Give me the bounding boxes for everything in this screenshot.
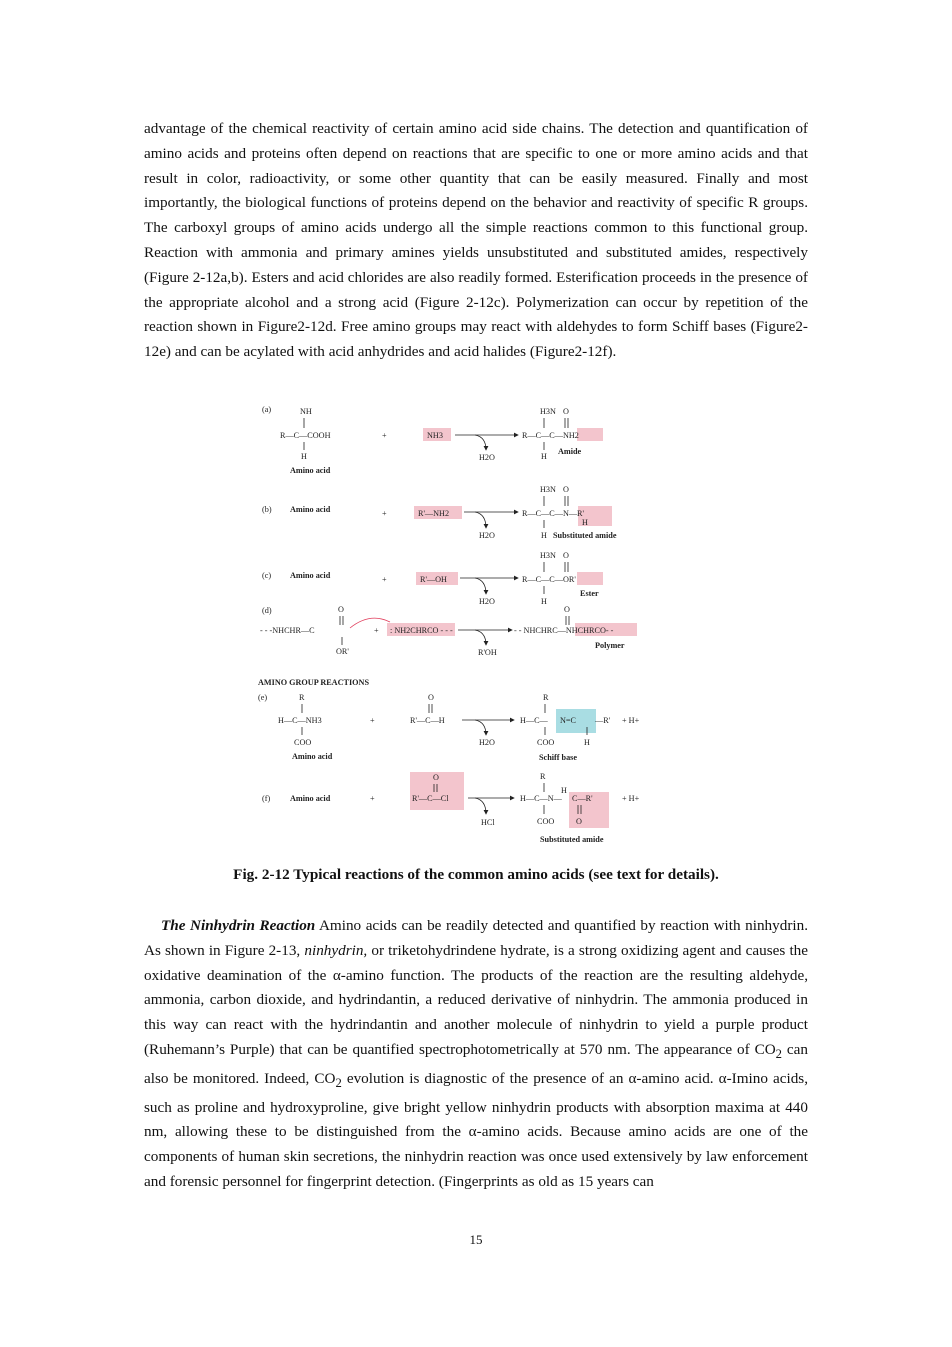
reaction-a-amino-acid: Amino acid xyxy=(290,466,331,475)
reaction-e-amino: H—C—NH3 xyxy=(278,716,322,725)
svg-text:H: H xyxy=(582,518,588,527)
body-paragraph-1: advantage of the chemical reactivity of certain amino acid side chains. The detection and quantification of amino acids and proteins often depend on reactions that are specific to one or more amino acids and that result in color, radioactivity, or some other quantity that can be easily measured. Finally and most importantly, the biological functions of proteins depend on the behavior and reactivity of specific R groups. The carboxyl groups of amino acids undergo all the simple reactions common to this functional group. Reaction with ammonia and primary amines yields unsubstituted and substituted amides, respectively (Figure 2-12a,b). Esters and acid chlorides are also readily formed. Esterification proceeds in the presence of the appropriate alcohol and a strong acid (Figure 2-12c). Polymerization can occur by repetition of the reaction shown in Figure2-12d. Free amino groups may react with aldehydes to form Schiff bases (Figure2-12e) and can be acylated with acid anhydrides and acid halides (Figure2-12f). xyxy=(144,120,808,361)
body-paragraph-2: The Ninhydrin Reaction Amino acids can be readily detected and quantified by reaction with ninhydrin. As shown in Figure 2-13, ninhydrin, or triketohydrindene hydrate, is a strong oxidizing agent and causes the oxidative deamination of the α-amino function. The products of the reaction are the resulting aldehyde, ammonia, carbon dioxide, and hydrindantin, a reduced derivative of ninhydrin. The ammonia produced in this way can react with the hydrindantin and another molecule of ninhydrin to yield a purple product (Ruhemann’s Purple) that can be quantified spectrophotometrically at 570 nm. The appearance of $CO_2$ can also be monitored. Indeed, $CO_2$ evolution is diagnostic of the presence of an α-amino acid. α-Imino acids, such as proline and hydroxyproline, give bright yellow ninhydrin products with absorption maxima at 440 nm, allowing these to be distinguished from the α-amino acids. Because amino acids are one of the components of human skin secretions, the ninhydrin reaction was once used extensively by law enforcement and forensic personnel for fingerprint detection. (Fingerprints as old as 15 years can xyxy=(144,917,809,1191)
svg-text:R: R xyxy=(543,693,549,702)
reaction-d-polymer: Polymer xyxy=(595,641,625,650)
reaction-a-h: H xyxy=(301,452,307,461)
reaction-a-product: R—C—C—NH2 xyxy=(522,431,579,440)
svg-text:COO: COO xyxy=(294,738,312,747)
svg-text:OR': OR' xyxy=(336,647,349,656)
reaction-e-aldehyde: R'—C—H xyxy=(410,716,445,725)
amino-acid-reactions-figure xyxy=(250,400,670,855)
svg-text:O: O xyxy=(433,773,439,782)
reaction-b-substituted-amide: Substituted amide xyxy=(553,531,617,540)
svg-text:H: H xyxy=(561,786,567,795)
reaction-b-reagent: R'—NH2 xyxy=(418,509,450,518)
svg-text:O: O xyxy=(564,605,570,614)
svg-text:R: R xyxy=(540,772,546,781)
figure-caption: Fig. 2-12 Typical reactions of the common amino acids (see text for details). xyxy=(233,866,719,883)
reaction-a-o: O xyxy=(563,407,569,416)
reaction-b-product: R—C—C—N—R' xyxy=(522,509,584,518)
svg-text:+ H+: + H+ xyxy=(622,794,640,803)
reaction-b-tag: (b) xyxy=(262,505,272,514)
svg-text:H: H xyxy=(584,738,590,747)
reaction-a-h3n: H3N xyxy=(540,407,556,416)
reaction-a-tag: (a) xyxy=(262,405,272,414)
svg-text:Amino acid: Amino acid xyxy=(290,794,331,803)
reaction-d xyxy=(260,605,637,657)
svg-text:H3N: H3N xyxy=(540,551,556,560)
svg-text:+: + xyxy=(370,794,375,803)
svg-text:+: + xyxy=(382,509,387,518)
svg-text:Amino acid: Amino acid xyxy=(292,752,333,761)
svg-text:O: O xyxy=(563,485,569,494)
reaction-f-tag: (f) xyxy=(262,794,271,803)
svg-text:O: O xyxy=(576,817,582,826)
svg-text:—R': —R' xyxy=(595,716,611,725)
svg-text:COO: COO xyxy=(537,817,555,826)
reaction-c-reagent: R'—OH xyxy=(420,575,447,584)
reaction-a-reactant: R—C—COOH xyxy=(280,431,331,440)
svg-text:H3N: H3N xyxy=(540,485,556,494)
reaction-d-product: - - NHCHRC—NHCHRCO- - xyxy=(514,626,614,635)
reaction-b-amino-acid: Amino acid xyxy=(290,505,331,514)
reaction-f xyxy=(262,772,640,844)
svg-text:H2O: H2O xyxy=(479,531,495,540)
svg-text:+: + xyxy=(374,626,379,635)
svg-text:+: + xyxy=(370,716,375,725)
reaction-e-tag: (e) xyxy=(258,693,268,702)
svg-text:O: O xyxy=(338,605,344,614)
svg-text:R: R xyxy=(299,693,305,702)
reaction-a-reagent: NH3 xyxy=(427,431,443,440)
reaction-e-schiff-base: Schiff base xyxy=(539,753,577,762)
reaction-a-amide: Amide xyxy=(558,447,582,456)
section-lead: The Ninhydrin Reaction xyxy=(161,917,316,934)
reaction-c xyxy=(262,551,603,606)
svg-text:H: H xyxy=(541,597,547,606)
reaction-c-tag: (c) xyxy=(262,571,272,580)
svg-text:O: O xyxy=(563,551,569,560)
reaction-b xyxy=(262,485,617,540)
reaction-a-water: H2O xyxy=(479,453,495,462)
page-number: 15 xyxy=(469,1232,483,1247)
svg-text:H—C—N—: H—C—N— xyxy=(520,794,562,803)
svg-text:H—C—: H—C— xyxy=(520,716,548,725)
svg-text:Amino acid: Amino acid xyxy=(290,571,331,580)
reaction-f-acyl-chloride: R'—C—Cl xyxy=(412,794,449,803)
reaction-d-reagent: : NH2CHRCO - - - xyxy=(390,626,453,635)
reaction-c-ester: Ester xyxy=(580,589,599,598)
reaction-a-product-h: H xyxy=(541,452,547,461)
reaction-c-product: R—C—C—OR' xyxy=(522,575,576,584)
svg-text:H2O: H2O xyxy=(479,738,495,747)
svg-text:+ H+: + H+ xyxy=(622,716,640,725)
reaction-a-plus: + xyxy=(382,431,387,440)
reaction-f-substituted-amide: Substituted amide xyxy=(540,835,604,844)
reaction-e xyxy=(258,693,640,762)
ninhydrin-term: ninhydrin, xyxy=(304,941,368,959)
svg-text:COO: COO xyxy=(537,738,555,747)
reaction-d-left: - - -NHCHR—C xyxy=(260,626,315,635)
svg-text:+: + xyxy=(382,575,387,584)
reaction-a-nh3: NH xyxy=(300,407,312,416)
svg-text:HCl: HCl xyxy=(481,818,495,827)
amino-group-reactions-title: AMINO GROUP REACTIONS xyxy=(258,678,369,687)
reaction-e-imine: N=C xyxy=(560,716,576,725)
svg-text:H2O: H2O xyxy=(479,597,495,606)
svg-text:O: O xyxy=(428,693,434,702)
svg-text:H: H xyxy=(541,531,547,540)
reaction-f-acyl: C—R' xyxy=(572,794,593,803)
svg-text:R'OH: R'OH xyxy=(478,648,497,657)
reaction-d-tag: (d) xyxy=(262,606,272,615)
reaction-a xyxy=(262,405,603,475)
